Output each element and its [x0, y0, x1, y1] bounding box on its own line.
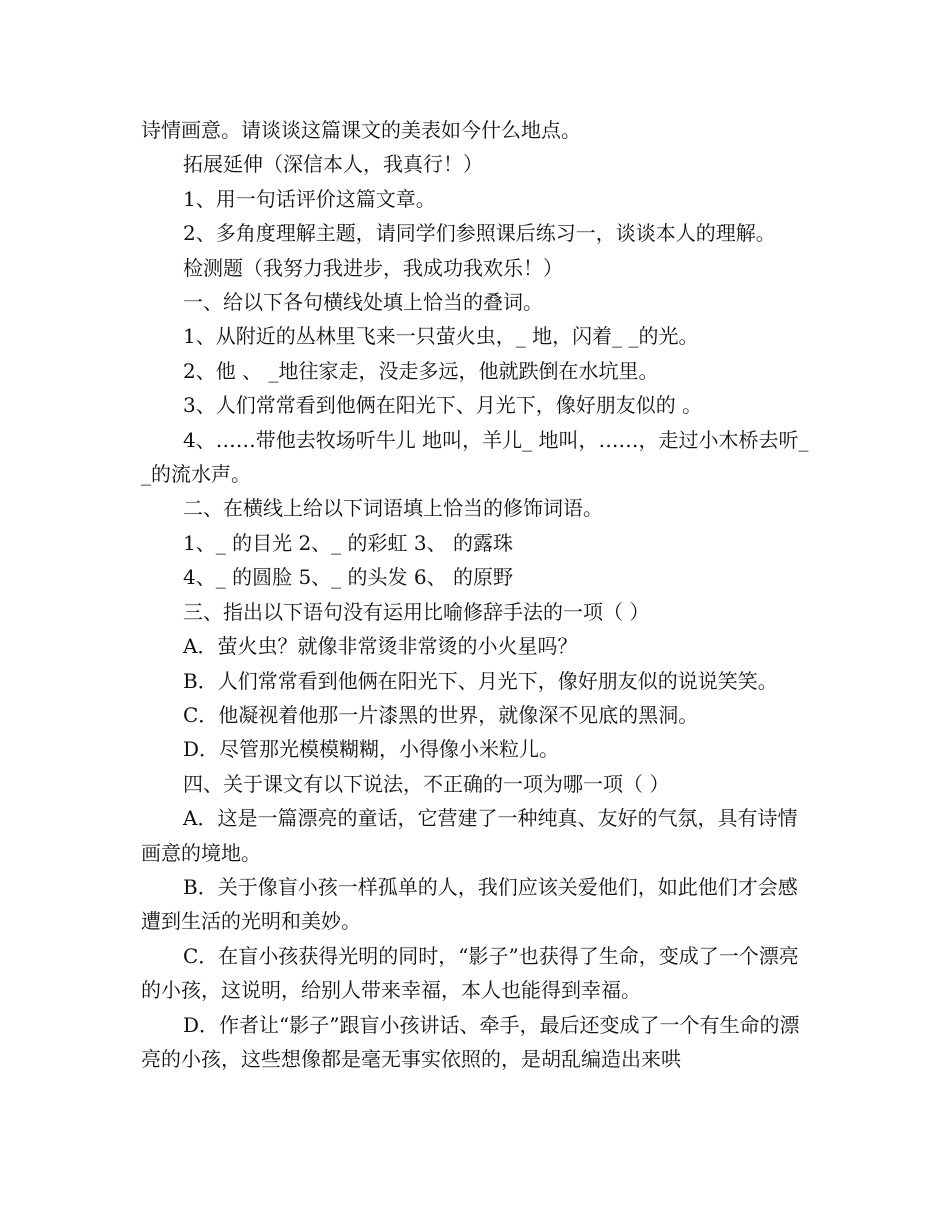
paragraph: 4、_ 的圆脸 5、_ 的头发 6、 的原野 — [183, 565, 513, 590]
paragraph: A．萤火虫？就像非常烫非常烫的小火星吗？ — [183, 634, 578, 659]
paragraph: C．他凝视着他那一片漆黑的世界，就像深不见底的黑洞。 — [183, 702, 699, 727]
paragraph: 四、关于课文有以下说法，不正确的一项为哪一项（ ） — [183, 771, 670, 796]
paragraph: 三、指出以下语句没有运用比喻修辞手法的一项（ ） — [183, 599, 650, 624]
paragraph: 拓展延伸（深信本人，我真行！） — [183, 152, 483, 177]
paragraph: 2、他 、 _地往家走，没走多远，他就跌倒在水坑里。 — [183, 358, 659, 383]
paragraph: D．尽管那光模模糊糊，小得像小米粒儿。 — [183, 737, 560, 762]
paragraph: 二、在横线上给以下词语填上恰当的修饰词语。 — [183, 496, 603, 521]
paragraph: 4、……带他去牧场听牛儿 地叫，羊儿_ 地叫，……，走过小木桥去听_ _的流水声。 — [141, 427, 815, 487]
paragraph: 1、_ 的目光 2、_ 的彩虹 3、 的露珠 — [183, 530, 513, 555]
paragraph: D．作者让“影子”跟盲小孩讲话、牵手，最后还变成了一个有生命的漂亮的小孩，这些想像都是毫无事实依照的，是胡乱编造出来哄 — [141, 1012, 800, 1071]
paragraph: 检测题（我努力我进步，我成功我欢乐！） — [183, 255, 563, 280]
paragraph: 2、多角度理解主题，请同学们参照课后练习一，谈谈本人的理解。 — [183, 221, 776, 246]
paragraph: 3、人们常常看到他俩在阳光下、月光下，像好朋友似的 。 — [183, 393, 703, 418]
paragraph: 1、从附近的丛林里飞来一只萤火虫，_ 地，闪着_ _的光。 — [183, 324, 699, 349]
paragraph: C．在盲小孩获得光明的同时，“影子”也获得了生命，变成了一个漂亮的小孩，这说明，给别人带来幸福，本人也能得到幸福。 — [141, 943, 799, 1003]
paragraph: 一、给以下各句横线处填上恰当的叠词。 — [183, 290, 543, 315]
document-body — [141, 113, 817, 1076]
paragraph: B．关于像盲小孩一样孤单的人，我们应该关爱他们，如此他们才会感遭到生活的光明和美妙。 — [141, 874, 798, 934]
paragraph: 诗情画意。请谈谈这篇课文的美表如今什么地点。 — [141, 118, 581, 142]
paragraph: B．人们常常看到他俩在阳光下、月光下，像好朋友似的说说笑笑。 — [183, 668, 778, 693]
paragraph: A．这是一篇漂亮的童话，它营建了一种纯真、友好的气氛，具有诗情画意的境地。 — [141, 806, 798, 865]
paragraph: 1、用一句话评价这篇文章。 — [183, 186, 436, 211]
